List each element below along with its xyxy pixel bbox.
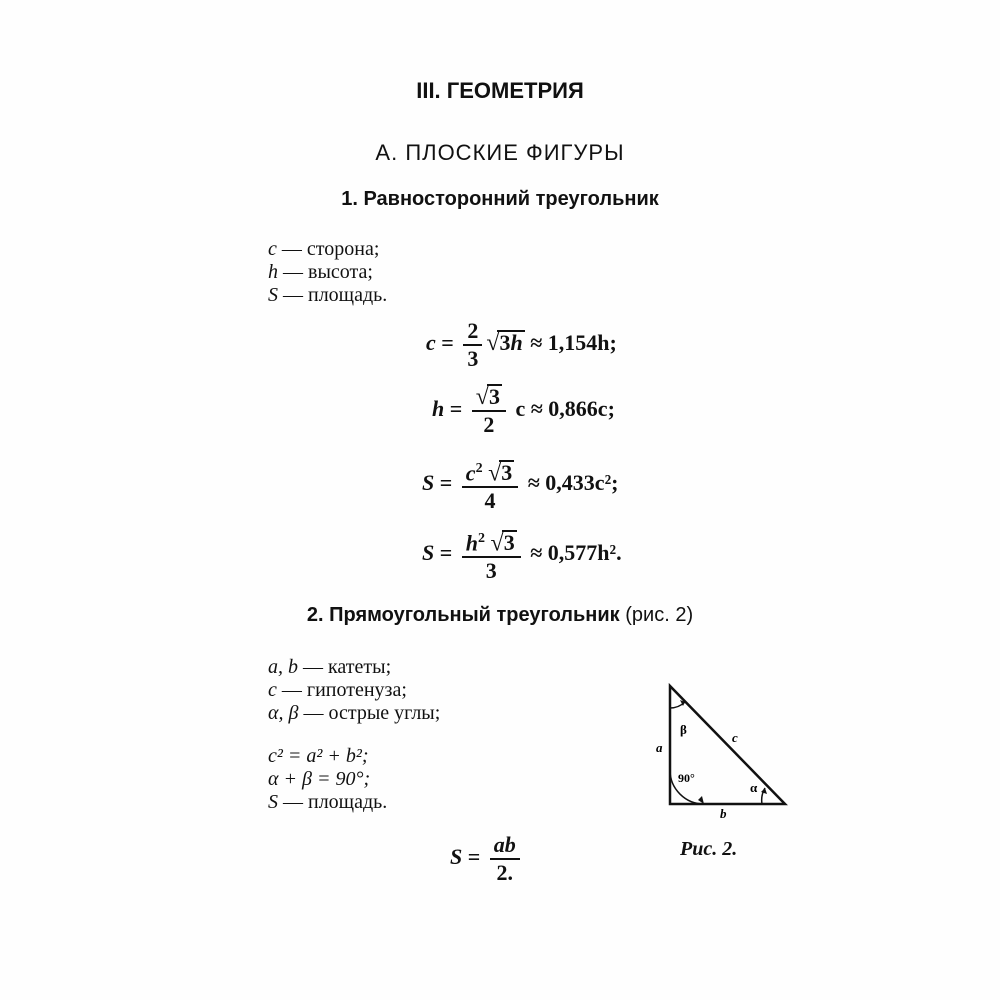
figure-caption: Рис. 2.: [680, 838, 738, 860]
relation-angles: α + β = 90°;: [268, 768, 371, 790]
relation-pythagoras: c² = a² + b²;: [268, 745, 369, 767]
def-line: a, b — катеты;: [268, 656, 392, 678]
triangle-outline: [670, 686, 785, 804]
def-line: α, β — острые углы;: [268, 702, 441, 724]
part-title: А. ПЛОСКИЕ ФИГУРЫ: [375, 140, 625, 165]
formula-side: c = $\frac{2}{3}$ √3h ≈ 1,154h;: [426, 318, 617, 371]
formula-area-height: S = $\frac{h^2 √3}{3}$ ≈ 0,577h².: [422, 526, 622, 584]
def-line: c — гипотенуза;: [268, 679, 407, 701]
formula-area-side: S = $\frac{c^2 √3}{4}$ ≈ 0,433c²;: [422, 456, 619, 514]
label-right-angle: 90°: [678, 771, 695, 785]
label-a: a: [656, 740, 663, 755]
chapter-title: III. ГЕОМЕТРИЯ: [416, 78, 584, 103]
section-2-title: 2. Прямоугольный треугольник (рис. 2): [306, 604, 694, 626]
label-c: c: [732, 730, 738, 745]
def-line: h — высота;: [268, 261, 373, 283]
section-2-definitions: [268, 656, 440, 725]
label-b: b: [720, 806, 727, 818]
def-line: c — сторона;: [268, 238, 380, 260]
label-beta: β: [680, 722, 687, 737]
formula-height: h = $\frac{√3}{2}$ c ≈ 0,866c;: [432, 384, 615, 437]
section-1-definitions: [268, 238, 387, 307]
def-line: S — площадь.: [268, 284, 388, 306]
section-2-relations: [268, 745, 387, 814]
label-alpha: α: [750, 780, 758, 795]
formula-right-area: S = $\frac{ab}{2.}$: [450, 832, 524, 886]
def-line: S — площадь.: [268, 791, 388, 813]
right-triangle-figure: [640, 678, 800, 818]
section-1-title: 1. Равносторонний треугольник: [341, 188, 659, 210]
